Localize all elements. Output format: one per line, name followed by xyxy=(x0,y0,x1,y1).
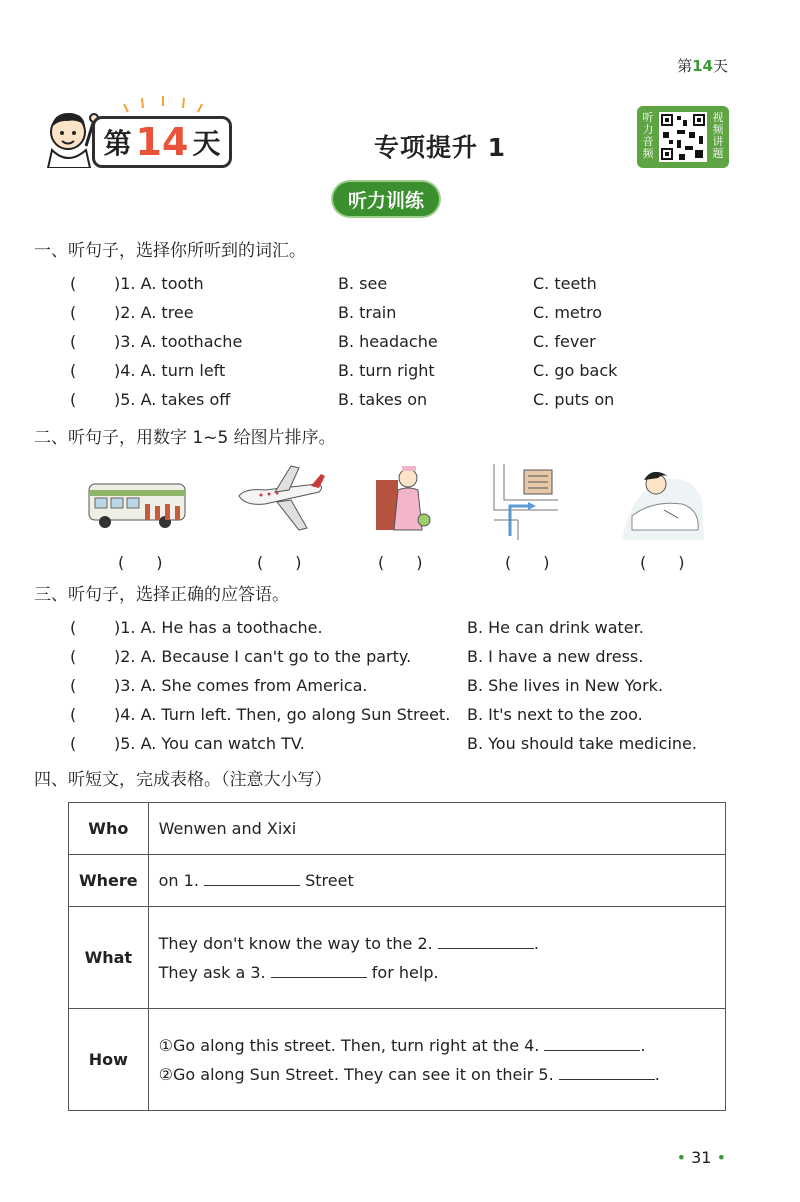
picture-3-blank[interactable]: ( ) xyxy=(378,553,423,572)
answer-blank[interactable]: ( xyxy=(70,361,77,380)
info-table xyxy=(68,802,726,1111)
qr-right-text: 视频讲题 xyxy=(712,111,724,160)
day-corner-label: 第14天 xyxy=(677,57,728,75)
part1-item-2: ( )2. A. tree B. train C. metro xyxy=(70,303,603,322)
answer-blank[interactable]: ( xyxy=(70,618,77,637)
answer-blank[interactable]: ( xyxy=(70,676,77,695)
table-row xyxy=(69,803,726,855)
part1-item-3: ( )3. A. toothache B. headache C. fever xyxy=(70,332,596,351)
who-label: Who xyxy=(69,803,149,855)
qr-left-text: 听力音频 xyxy=(642,111,654,160)
blank-3[interactable] xyxy=(271,963,367,978)
sick-girl-in-bed-picture-icon xyxy=(622,460,704,540)
day-badge-box: 第 14 天 xyxy=(92,116,232,168)
sparkle-rays-icon xyxy=(118,94,208,114)
part2-heading: 二、听句子，用数字 1~5 给图片排序。 xyxy=(34,428,336,448)
where-value: on 1. Street xyxy=(148,855,725,907)
part3-item-3: ( )3. A. She comes from America. B. She lives in New York. xyxy=(70,676,664,695)
qr-code-icon xyxy=(659,112,707,162)
nurse-picture-icon xyxy=(372,460,434,540)
what-value xyxy=(148,907,725,1009)
section-pill: 听力训练 xyxy=(333,182,439,216)
page-title: 专项提升 1 xyxy=(373,133,507,162)
how-value xyxy=(148,1009,725,1111)
answer-blank[interactable]: ( xyxy=(70,390,77,409)
what-label: What xyxy=(69,907,149,1009)
street-map-picture-icon xyxy=(488,460,570,540)
part3-item-1: ( )1. A. He has a toothache. B. He can drink water. xyxy=(70,618,644,637)
part3-item-2: ( )2. A. Because I can't go to the party. B. I have a new dress. xyxy=(70,647,644,666)
part1-item-1: ( )1. A. tooth B. see C. teeth xyxy=(70,274,597,293)
part1-item-5: ( )5. A. takes off B. takes on C. puts on xyxy=(70,390,615,409)
bus-picture-icon xyxy=(85,460,197,540)
what-line-1: They don't know the way to the 2. . xyxy=(158,933,539,953)
page-number: • 31 • xyxy=(676,1148,726,1167)
picture-5-blank[interactable]: ( ) xyxy=(640,553,685,572)
how-label: How xyxy=(69,1009,149,1111)
blank-4[interactable] xyxy=(544,1036,640,1051)
blank-1[interactable] xyxy=(204,871,300,886)
blank-5[interactable] xyxy=(559,1065,655,1080)
part3-item-4: ( )4. A. Turn left. Then, go along Sun Street. B. It's next to the zoo. xyxy=(70,705,643,724)
answer-blank[interactable]: ( xyxy=(70,705,77,724)
picture-4-blank[interactable]: ( ) xyxy=(505,553,550,572)
what-line-2: They ask a 3. for help. xyxy=(158,962,439,982)
table-row xyxy=(69,855,726,907)
table-row xyxy=(69,1009,726,1111)
part1-item-4: ( )4. A. turn left B. turn right C. go back xyxy=(70,361,618,380)
part1-heading: 一、听句子，选择你所听到的词汇。 xyxy=(34,241,306,261)
picture-1-blank[interactable]: ( ) xyxy=(118,553,163,572)
how-line-1: ①Go along this street. Then, turn right at the 4. . xyxy=(158,1035,646,1055)
answer-blank[interactable]: ( xyxy=(70,274,77,293)
table-row xyxy=(69,907,726,1009)
where-label: Where xyxy=(69,855,149,907)
answer-blank[interactable]: ( xyxy=(70,734,77,753)
picture-2-blank[interactable]: ( ) xyxy=(257,553,302,572)
blank-2[interactable] xyxy=(438,934,534,949)
part3-item-5: ( )5. A. You can watch TV. B. You should take medicine. xyxy=(70,734,697,753)
part4-heading: 四、听短文，完成表格。（注意大小写） xyxy=(34,770,332,790)
answer-blank[interactable]: ( xyxy=(70,303,77,322)
part3-heading: 三、听句子，选择正确的应答语。 xyxy=(34,585,289,605)
answer-blank[interactable]: ( xyxy=(70,647,77,666)
who-value: Wenwen and Xixi xyxy=(148,803,725,855)
answer-blank[interactable]: ( xyxy=(70,332,77,351)
qr-code-panel[interactable] xyxy=(637,106,729,168)
airplane-picture-icon xyxy=(235,460,327,540)
how-line-2: ②Go along Sun Street. They can see it on their 5. . xyxy=(158,1064,660,1084)
